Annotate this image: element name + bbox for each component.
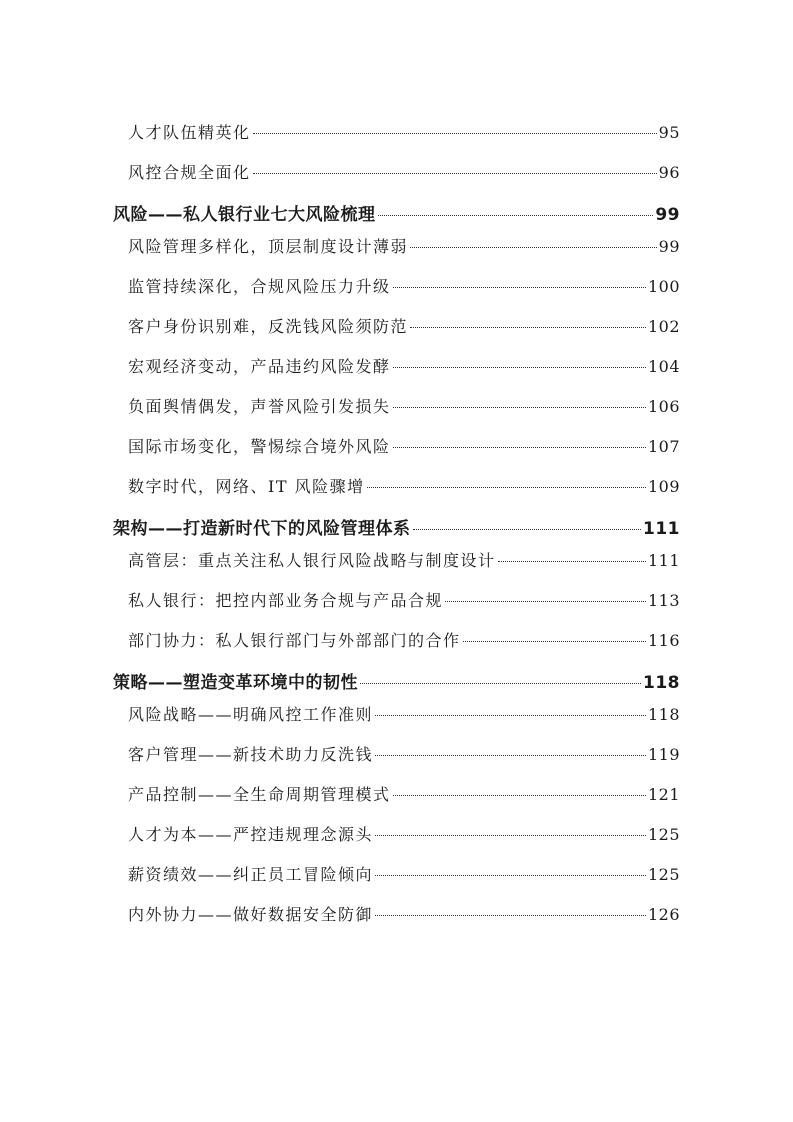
toc-entry-page: 102 (647, 317, 680, 336)
toc-section-page: 99 (655, 205, 680, 225)
toc-entry-title: 风控合规全面化 (128, 163, 251, 182)
dot-leader (393, 447, 646, 448)
dot-leader (375, 835, 646, 836)
toc-entry-title: 薪资绩效——纠正员工冒险倾向 (128, 865, 374, 884)
toc-entry-title: 监管持续深化，合规风险压力升级 (128, 277, 391, 296)
toc-section-title: 策略——塑造变革环境中的韧性 (113, 673, 358, 693)
toc-section-entry[interactable] (113, 668, 680, 694)
toc-entry[interactable] (128, 902, 680, 926)
toc-entry-page: 116 (647, 631, 680, 650)
dot-leader (378, 215, 654, 216)
toc-entry-title: 私人银行：把控内部业务合规与产品合规 (128, 591, 444, 610)
toc-entry-page: 125 (647, 825, 680, 844)
toc-section-page: 111 (643, 519, 680, 539)
toc-entry[interactable] (128, 548, 680, 572)
dot-leader (445, 601, 646, 602)
dot-leader (413, 529, 642, 530)
toc-entry[interactable] (128, 434, 680, 458)
toc-entry-page: 106 (647, 397, 680, 416)
toc-entry-page: 96 (658, 163, 680, 182)
toc-entry-title: 客户身份识别难，反洗钱风险须防范 (128, 317, 409, 336)
toc-entry-title: 内外协力——做好数据安全防御 (128, 905, 374, 924)
toc-entry-page: 109 (647, 477, 680, 496)
toc-section-title: 架构——打造新时代下的风险管理体系 (113, 519, 411, 539)
toc-entry[interactable] (128, 274, 680, 298)
toc-entry[interactable] (128, 120, 680, 144)
dot-leader (360, 683, 641, 684)
dot-leader (393, 407, 646, 408)
toc-entry[interactable] (128, 742, 680, 766)
dot-leader (463, 641, 646, 642)
toc-entry-page: 119 (647, 745, 680, 764)
toc-entry-title: 部门协力：私人银行部门与外部部门的合作 (128, 631, 461, 650)
dot-leader (253, 133, 657, 134)
dot-leader (393, 367, 646, 368)
toc-entry-page: 107 (647, 437, 680, 456)
toc-entry-page: 95 (658, 123, 680, 142)
toc-entry[interactable] (128, 394, 680, 418)
dot-leader (375, 755, 646, 756)
toc-entry[interactable] (128, 314, 680, 338)
toc-entry[interactable] (128, 354, 680, 378)
dot-leader (498, 561, 646, 562)
toc-entry-page: 113 (647, 591, 680, 610)
toc-entry-title: 数字时代，网络、IT 风险骤增 (128, 477, 365, 496)
toc-entry[interactable] (128, 588, 680, 612)
toc-entry[interactable] (128, 702, 680, 726)
toc-section-page: 118 (643, 673, 680, 693)
toc-entry[interactable] (128, 234, 680, 258)
toc-section-entry[interactable] (113, 200, 680, 226)
dot-leader (410, 247, 657, 248)
toc-entry-page: 125 (647, 865, 680, 884)
toc-entry-title: 人才队伍精英化 (128, 123, 251, 142)
toc-entry-title: 负面舆情偶发，声誉风险引发损失 (128, 397, 391, 416)
dot-leader (367, 487, 646, 488)
toc-entry-title: 风险战略——明确风控工作准则 (128, 705, 374, 724)
dot-leader (393, 287, 646, 288)
toc-section-title: 风险——私人银行业七大风险梳理 (113, 205, 376, 225)
toc-entry-title: 宏观经济变动，产品违约风险发酵 (128, 357, 391, 376)
toc-entry-title: 人才为本——严控违规理念源头 (128, 825, 374, 844)
toc-entry-page: 100 (647, 277, 680, 296)
toc-entry[interactable] (128, 782, 680, 806)
toc-entry-page: 126 (647, 905, 680, 924)
dot-leader (410, 327, 646, 328)
toc-entry[interactable] (128, 474, 680, 498)
toc-entry[interactable] (128, 822, 680, 846)
dot-leader (375, 915, 646, 916)
toc-entry[interactable] (128, 628, 680, 652)
dot-leader (375, 715, 646, 716)
toc-section-entry[interactable] (113, 514, 680, 540)
toc-entry[interactable] (128, 160, 680, 184)
toc-entry[interactable] (128, 862, 680, 886)
toc-entry-title: 客户管理——新技术助力反洗钱 (128, 745, 374, 764)
toc-entry-page: 121 (647, 785, 680, 804)
dot-leader (393, 795, 646, 796)
toc-entry-page: 111 (647, 551, 680, 570)
dot-leader (375, 875, 646, 876)
toc-entry-title: 风险管理多样化，顶层制度设计薄弱 (128, 237, 409, 256)
toc-entry-title: 国际市场变化，警惕综合境外风险 (128, 437, 391, 456)
toc-entry-page: 118 (647, 705, 680, 724)
toc-entry-title: 高管层：重点关注私人银行风险战略与制度设计 (128, 551, 496, 570)
dot-leader (253, 173, 657, 174)
toc-entry-title: 产品控制——全生命周期管理模式 (128, 785, 391, 804)
toc-entry-page: 99 (658, 237, 680, 256)
toc-entry-page: 104 (647, 357, 680, 376)
